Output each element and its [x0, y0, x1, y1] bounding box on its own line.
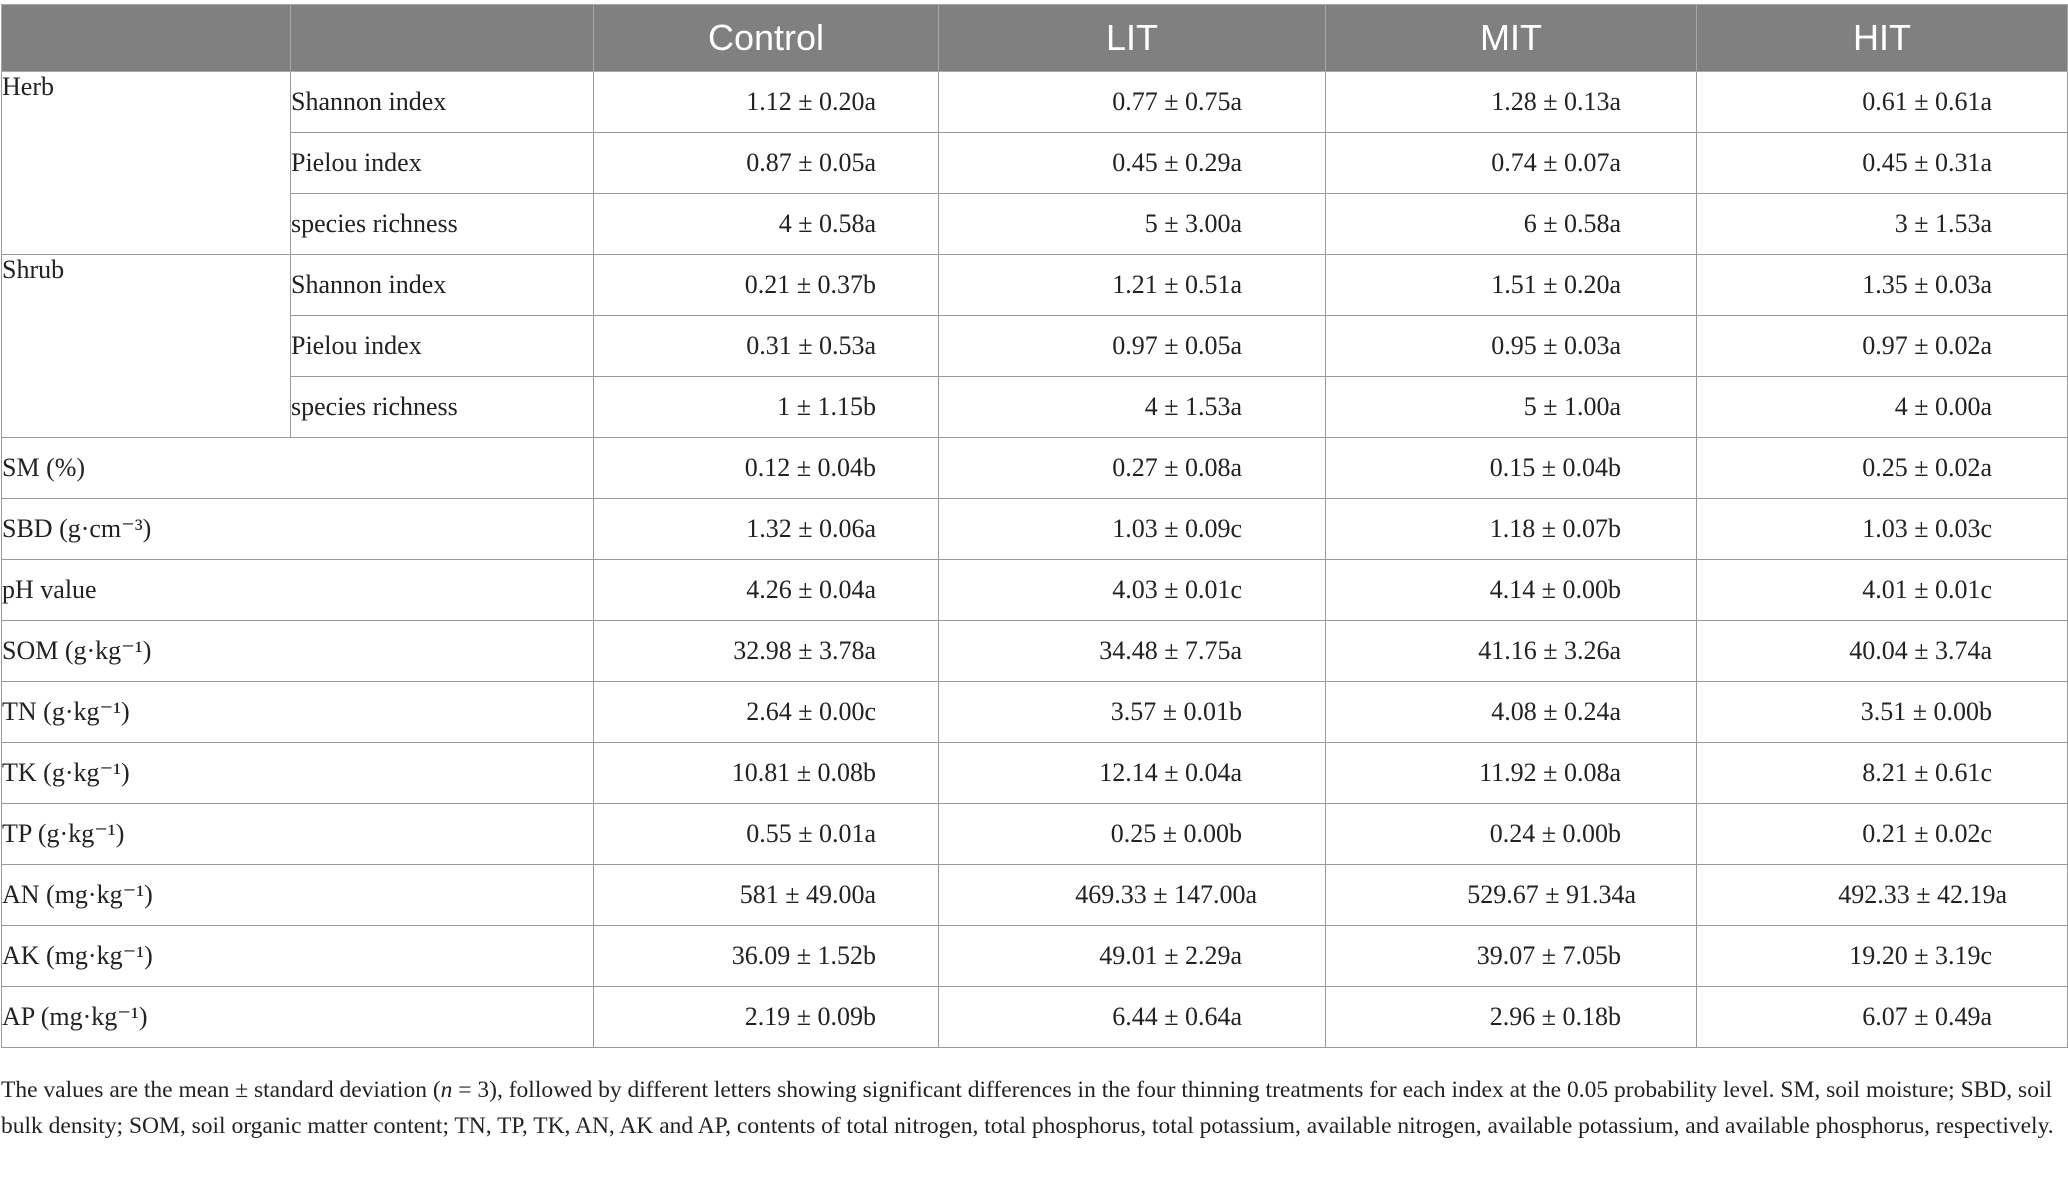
- cell-control: 2.19 ± 0.09b: [594, 987, 939, 1048]
- cell-mit: 1.28 ± 0.13a: [1326, 72, 1697, 133]
- cell-control: 36.09 ± 1.52b: [594, 926, 939, 987]
- cell-mit: 1.51 ± 0.20a: [1326, 255, 1697, 316]
- cell-hit: 40.04 ± 3.74a: [1697, 621, 2068, 682]
- footnote-text-1: The values are the mean ± standard deviation (: [1, 1077, 441, 1103]
- table-row: [2, 987, 2068, 1048]
- row-label: AP (mg·kg⁻¹): [2, 987, 594, 1048]
- table-footnote: [1, 1072, 2059, 1144]
- cell-mit: 4.14 ± 0.00b: [1326, 560, 1697, 621]
- table-row: [2, 377, 2068, 438]
- cell-lit: 5 ± 3.00a: [939, 194, 1326, 255]
- cell-lit: 0.45 ± 0.29a: [939, 133, 1326, 194]
- cell-mit: 4.08 ± 0.24a: [1326, 682, 1697, 743]
- table-row: [2, 682, 2068, 743]
- cell-control: 0.87 ± 0.05a: [594, 133, 939, 194]
- cell-mit: 0.95 ± 0.03a: [1326, 316, 1697, 377]
- header-blank-1: [2, 5, 291, 72]
- table-row: [2, 560, 2068, 621]
- cell-hit: 1.03 ± 0.03c: [1697, 499, 2068, 560]
- row-label: Shannon index: [291, 72, 594, 133]
- cell-control: 10.81 ± 0.08b: [594, 743, 939, 804]
- cell-lit: 0.27 ± 0.08a: [939, 438, 1326, 499]
- cell-mit: 0.15 ± 0.04b: [1326, 438, 1697, 499]
- table-row: [2, 316, 2068, 377]
- table-row: [2, 926, 2068, 987]
- group-label-herb: Herb: [2, 72, 291, 255]
- cell-mit: 0.24 ± 0.00b: [1326, 804, 1697, 865]
- header-control: Control: [594, 5, 939, 72]
- row-label: SOM (g·kg⁻¹): [2, 621, 594, 682]
- header-blank-2: [291, 5, 594, 72]
- row-label: Pielou index: [291, 316, 594, 377]
- table-row: [2, 194, 2068, 255]
- table-row: [2, 133, 2068, 194]
- cell-lit: 6.44 ± 0.64a: [939, 987, 1326, 1048]
- cell-control: 0.12 ± 0.04b: [594, 438, 939, 499]
- row-label: SBD (g·cm⁻³): [2, 499, 594, 560]
- table-row: [2, 743, 2068, 804]
- header-hit: HIT: [1697, 5, 2068, 72]
- row-label: pH value: [2, 560, 594, 621]
- cell-hit: 19.20 ± 3.19c: [1697, 926, 2068, 987]
- cell-hit: 492.33 ± 42.19a: [1697, 865, 2068, 926]
- footnote-n-variable: n: [440, 1077, 453, 1103]
- cell-control: 4.26 ± 0.04a: [594, 560, 939, 621]
- cell-control: 1 ± 1.15b: [594, 377, 939, 438]
- cell-hit: 0.21 ± 0.02c: [1697, 804, 2068, 865]
- cell-control: 581 ± 49.00a: [594, 865, 939, 926]
- cell-hit: 3.51 ± 0.00b: [1697, 682, 2068, 743]
- cell-hit: 0.45 ± 0.31a: [1697, 133, 2068, 194]
- row-label: Shannon index: [291, 255, 594, 316]
- cell-mit: 39.07 ± 7.05b: [1326, 926, 1697, 987]
- cell-hit: 4 ± 0.00a: [1697, 377, 2068, 438]
- cell-lit: 469.33 ± 147.00a: [939, 865, 1326, 926]
- cell-lit: 0.77 ± 0.75a: [939, 72, 1326, 133]
- cell-lit: 12.14 ± 0.04a: [939, 743, 1326, 804]
- row-label: TP (g·kg⁻¹): [2, 804, 594, 865]
- row-label: species richness: [291, 194, 594, 255]
- cell-mit: 41.16 ± 3.26a: [1326, 621, 1697, 682]
- cell-control: 1.32 ± 0.06a: [594, 499, 939, 560]
- table-row: [2, 438, 2068, 499]
- table-row: [2, 865, 2068, 926]
- row-label: species richness: [291, 377, 594, 438]
- cell-hit: 1.35 ± 0.03a: [1697, 255, 2068, 316]
- cell-hit: 0.97 ± 0.02a: [1697, 316, 2068, 377]
- cell-hit: 3 ± 1.53a: [1697, 194, 2068, 255]
- table-header-row: [2, 5, 2068, 72]
- cell-hit: 0.61 ± 0.61a: [1697, 72, 2068, 133]
- cell-lit: 0.25 ± 0.00b: [939, 804, 1326, 865]
- cell-hit: 0.25 ± 0.02a: [1697, 438, 2068, 499]
- cell-control: 4 ± 0.58a: [594, 194, 939, 255]
- row-label: SM (%): [2, 438, 594, 499]
- results-table: [1, 4, 2068, 1048]
- cell-lit: 4.03 ± 0.01c: [939, 560, 1326, 621]
- cell-hit: 8.21 ± 0.61c: [1697, 743, 2068, 804]
- cell-lit: 1.21 ± 0.51a: [939, 255, 1326, 316]
- row-label: TK (g·kg⁻¹): [2, 743, 594, 804]
- cell-mit: 529.67 ± 91.34a: [1326, 865, 1697, 926]
- table-row: [2, 499, 2068, 560]
- cell-control: 2.64 ± 0.00c: [594, 682, 939, 743]
- header-mit: MIT: [1326, 5, 1697, 72]
- cell-mit: 5 ± 1.00a: [1326, 377, 1697, 438]
- cell-mit: 11.92 ± 0.08a: [1326, 743, 1697, 804]
- cell-lit: 3.57 ± 0.01b: [939, 682, 1326, 743]
- cell-control: 0.31 ± 0.53a: [594, 316, 939, 377]
- group-label-shrub: Shrub: [2, 255, 291, 438]
- table-row: [2, 72, 2068, 133]
- cell-hit: 6.07 ± 0.49a: [1697, 987, 2068, 1048]
- cell-control: 0.55 ± 0.01a: [594, 804, 939, 865]
- cell-hit: 4.01 ± 0.01c: [1697, 560, 2068, 621]
- row-label: TN (g·kg⁻¹): [2, 682, 594, 743]
- header-lit: LIT: [939, 5, 1326, 72]
- cell-control: 0.21 ± 0.37b: [594, 255, 939, 316]
- table-row: [2, 804, 2068, 865]
- row-label: AN (mg·kg⁻¹): [2, 865, 594, 926]
- cell-control: 1.12 ± 0.20a: [594, 72, 939, 133]
- cell-lit: 1.03 ± 0.09c: [939, 499, 1326, 560]
- cell-mit: 6 ± 0.58a: [1326, 194, 1697, 255]
- cell-lit: 4 ± 1.53a: [939, 377, 1326, 438]
- row-label: Pielou index: [291, 133, 594, 194]
- footnote-text-2: = 3), followed by different letters showing significant differences in the four thinning treatments for each index at the 0.05 probability level. SM, soil moisture; SBD, soil bulk density; SOM, soil organic matter content; TN, TP, TK, AN, AK and AP, contents of total nitrogen, total phosphorus, total potassium, available nitrogen, available potassium, and available phosphorus, respectively.: [1, 1077, 2054, 1139]
- cell-mit: 0.74 ± 0.07a: [1326, 133, 1697, 194]
- cell-mit: 1.18 ± 0.07b: [1326, 499, 1697, 560]
- table-row: [2, 621, 2068, 682]
- cell-lit: 34.48 ± 7.75a: [939, 621, 1326, 682]
- cell-lit: 0.97 ± 0.05a: [939, 316, 1326, 377]
- row-label: AK (mg·kg⁻¹): [2, 926, 594, 987]
- cell-control: 32.98 ± 3.78a: [594, 621, 939, 682]
- cell-mit: 2.96 ± 0.18b: [1326, 987, 1697, 1048]
- table-row: [2, 255, 2068, 316]
- cell-lit: 49.01 ± 2.29a: [939, 926, 1326, 987]
